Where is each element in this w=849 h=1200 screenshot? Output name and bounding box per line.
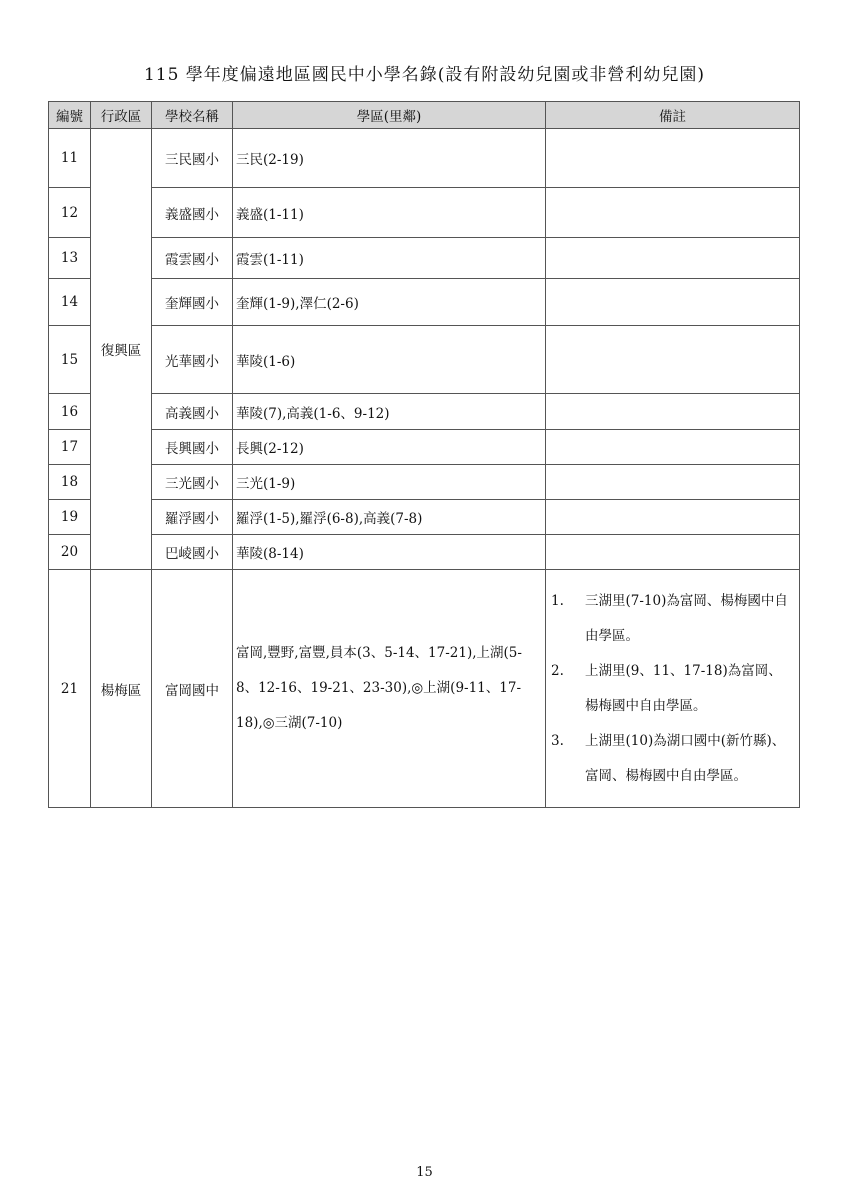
table-row: [49, 238, 800, 279]
school-zone: 富岡,豐野,富豐,員本(3、5-14、17-21),上湖(5-8、12-16、19-21、23-30),◎上湖(9-11、17-18),◎三湖(7-10): [233, 570, 546, 808]
table-row: [49, 430, 800, 465]
school-name: 羅浮國小: [152, 500, 233, 535]
remarks-cell: [546, 326, 800, 394]
table-row: [49, 535, 800, 570]
school-zone: 長興(2-12): [233, 430, 546, 465]
header-district: 行政區: [91, 102, 152, 129]
remark-item: [549, 724, 796, 794]
page-number: 15: [416, 1165, 433, 1180]
row-number: 18: [49, 465, 91, 500]
remarks-cell: [546, 238, 800, 279]
header-school-zone: 學區(里鄰): [233, 102, 546, 129]
school-name: 三光國小: [152, 465, 233, 500]
remarks-cell: [546, 129, 800, 188]
remark-marker: 3.: [551, 732, 564, 749]
row-number: 11: [49, 129, 91, 188]
school-name: 三民國小: [152, 129, 233, 188]
school-zone: 奎輝(1-9),澤仁(2-6): [233, 279, 546, 326]
row-number: 20: [49, 535, 91, 570]
remarks-cell: [546, 535, 800, 570]
school-zone: 華陵(7),高義(1-6、9-12): [233, 394, 546, 430]
header-remarks: 備註: [546, 102, 800, 129]
table-row: [49, 465, 800, 500]
school-zone: 義盛(1-11): [233, 188, 546, 238]
table-row: [49, 326, 800, 394]
remark-text: 三湖里(7-10)為富岡、楊梅國中自由學區。: [585, 592, 788, 644]
row-number: 15: [49, 326, 91, 394]
remark-item: [549, 584, 796, 654]
school-zone: 華陵(8-14): [233, 535, 546, 570]
row-number: 17: [49, 430, 91, 465]
remarks-cell: [546, 465, 800, 500]
remarks-cell: [546, 500, 800, 535]
header-school-name: 學校名稱: [152, 102, 233, 129]
table-row: [49, 500, 800, 535]
row-number: 12: [49, 188, 91, 238]
school-name: 奎輝國小: [152, 279, 233, 326]
remark-marker: 2.: [551, 662, 564, 679]
table-header-row: [49, 102, 800, 129]
remarks-cell: [546, 279, 800, 326]
table-row: [49, 394, 800, 430]
school-name: 霞雲國小: [152, 238, 233, 279]
school-roster-table: [48, 101, 800, 808]
row-number: 16: [49, 394, 91, 430]
school-zone: 羅浮(1-5),羅浮(6-8),高義(7-8): [233, 500, 546, 535]
remarks-cell: [546, 394, 800, 430]
school-name: 富岡國中: [152, 570, 233, 808]
row-number: 21: [49, 570, 91, 808]
table-row: [49, 129, 800, 188]
school-zone: 華陵(1-6): [233, 326, 546, 394]
remark-text: 上湖里(10)為湖口國中(新竹縣)、富岡、楊梅國中自由學區。: [585, 732, 786, 784]
school-name: 長興國小: [152, 430, 233, 465]
district-cell: 楊梅區: [91, 570, 152, 808]
school-name: 高義國小: [152, 394, 233, 430]
remarks-cell: [546, 570, 800, 808]
remarks-list: [549, 584, 796, 794]
remark-item: [549, 654, 796, 724]
school-name: 義盛國小: [152, 188, 233, 238]
header-number: 編號: [49, 102, 91, 129]
district-cell: 復興區: [91, 129, 152, 570]
school-name: 光華國小: [152, 326, 233, 394]
document-title: 115 學年度偏遠地區國民中小學名錄(設有附設幼兒園或非營利幼兒園): [143, 65, 706, 85]
remarks-cell: [546, 430, 800, 465]
row-number: 14: [49, 279, 91, 326]
school-name: 巴崚國小: [152, 535, 233, 570]
remarks-cell: [546, 188, 800, 238]
row-number: 13: [49, 238, 91, 279]
remark-text: 上湖里(9、11、17-18)為富岡、楊梅國中自由學區。: [585, 662, 782, 714]
remark-marker: 1.: [551, 592, 564, 609]
table-row: [49, 570, 800, 808]
school-zone: 霞雲(1-11): [233, 238, 546, 279]
row-number: 19: [49, 500, 91, 535]
school-zone: 三民(2-19): [233, 129, 546, 188]
table-row: [49, 279, 800, 326]
school-zone: 三光(1-9): [233, 465, 546, 500]
table-row: [49, 188, 800, 238]
